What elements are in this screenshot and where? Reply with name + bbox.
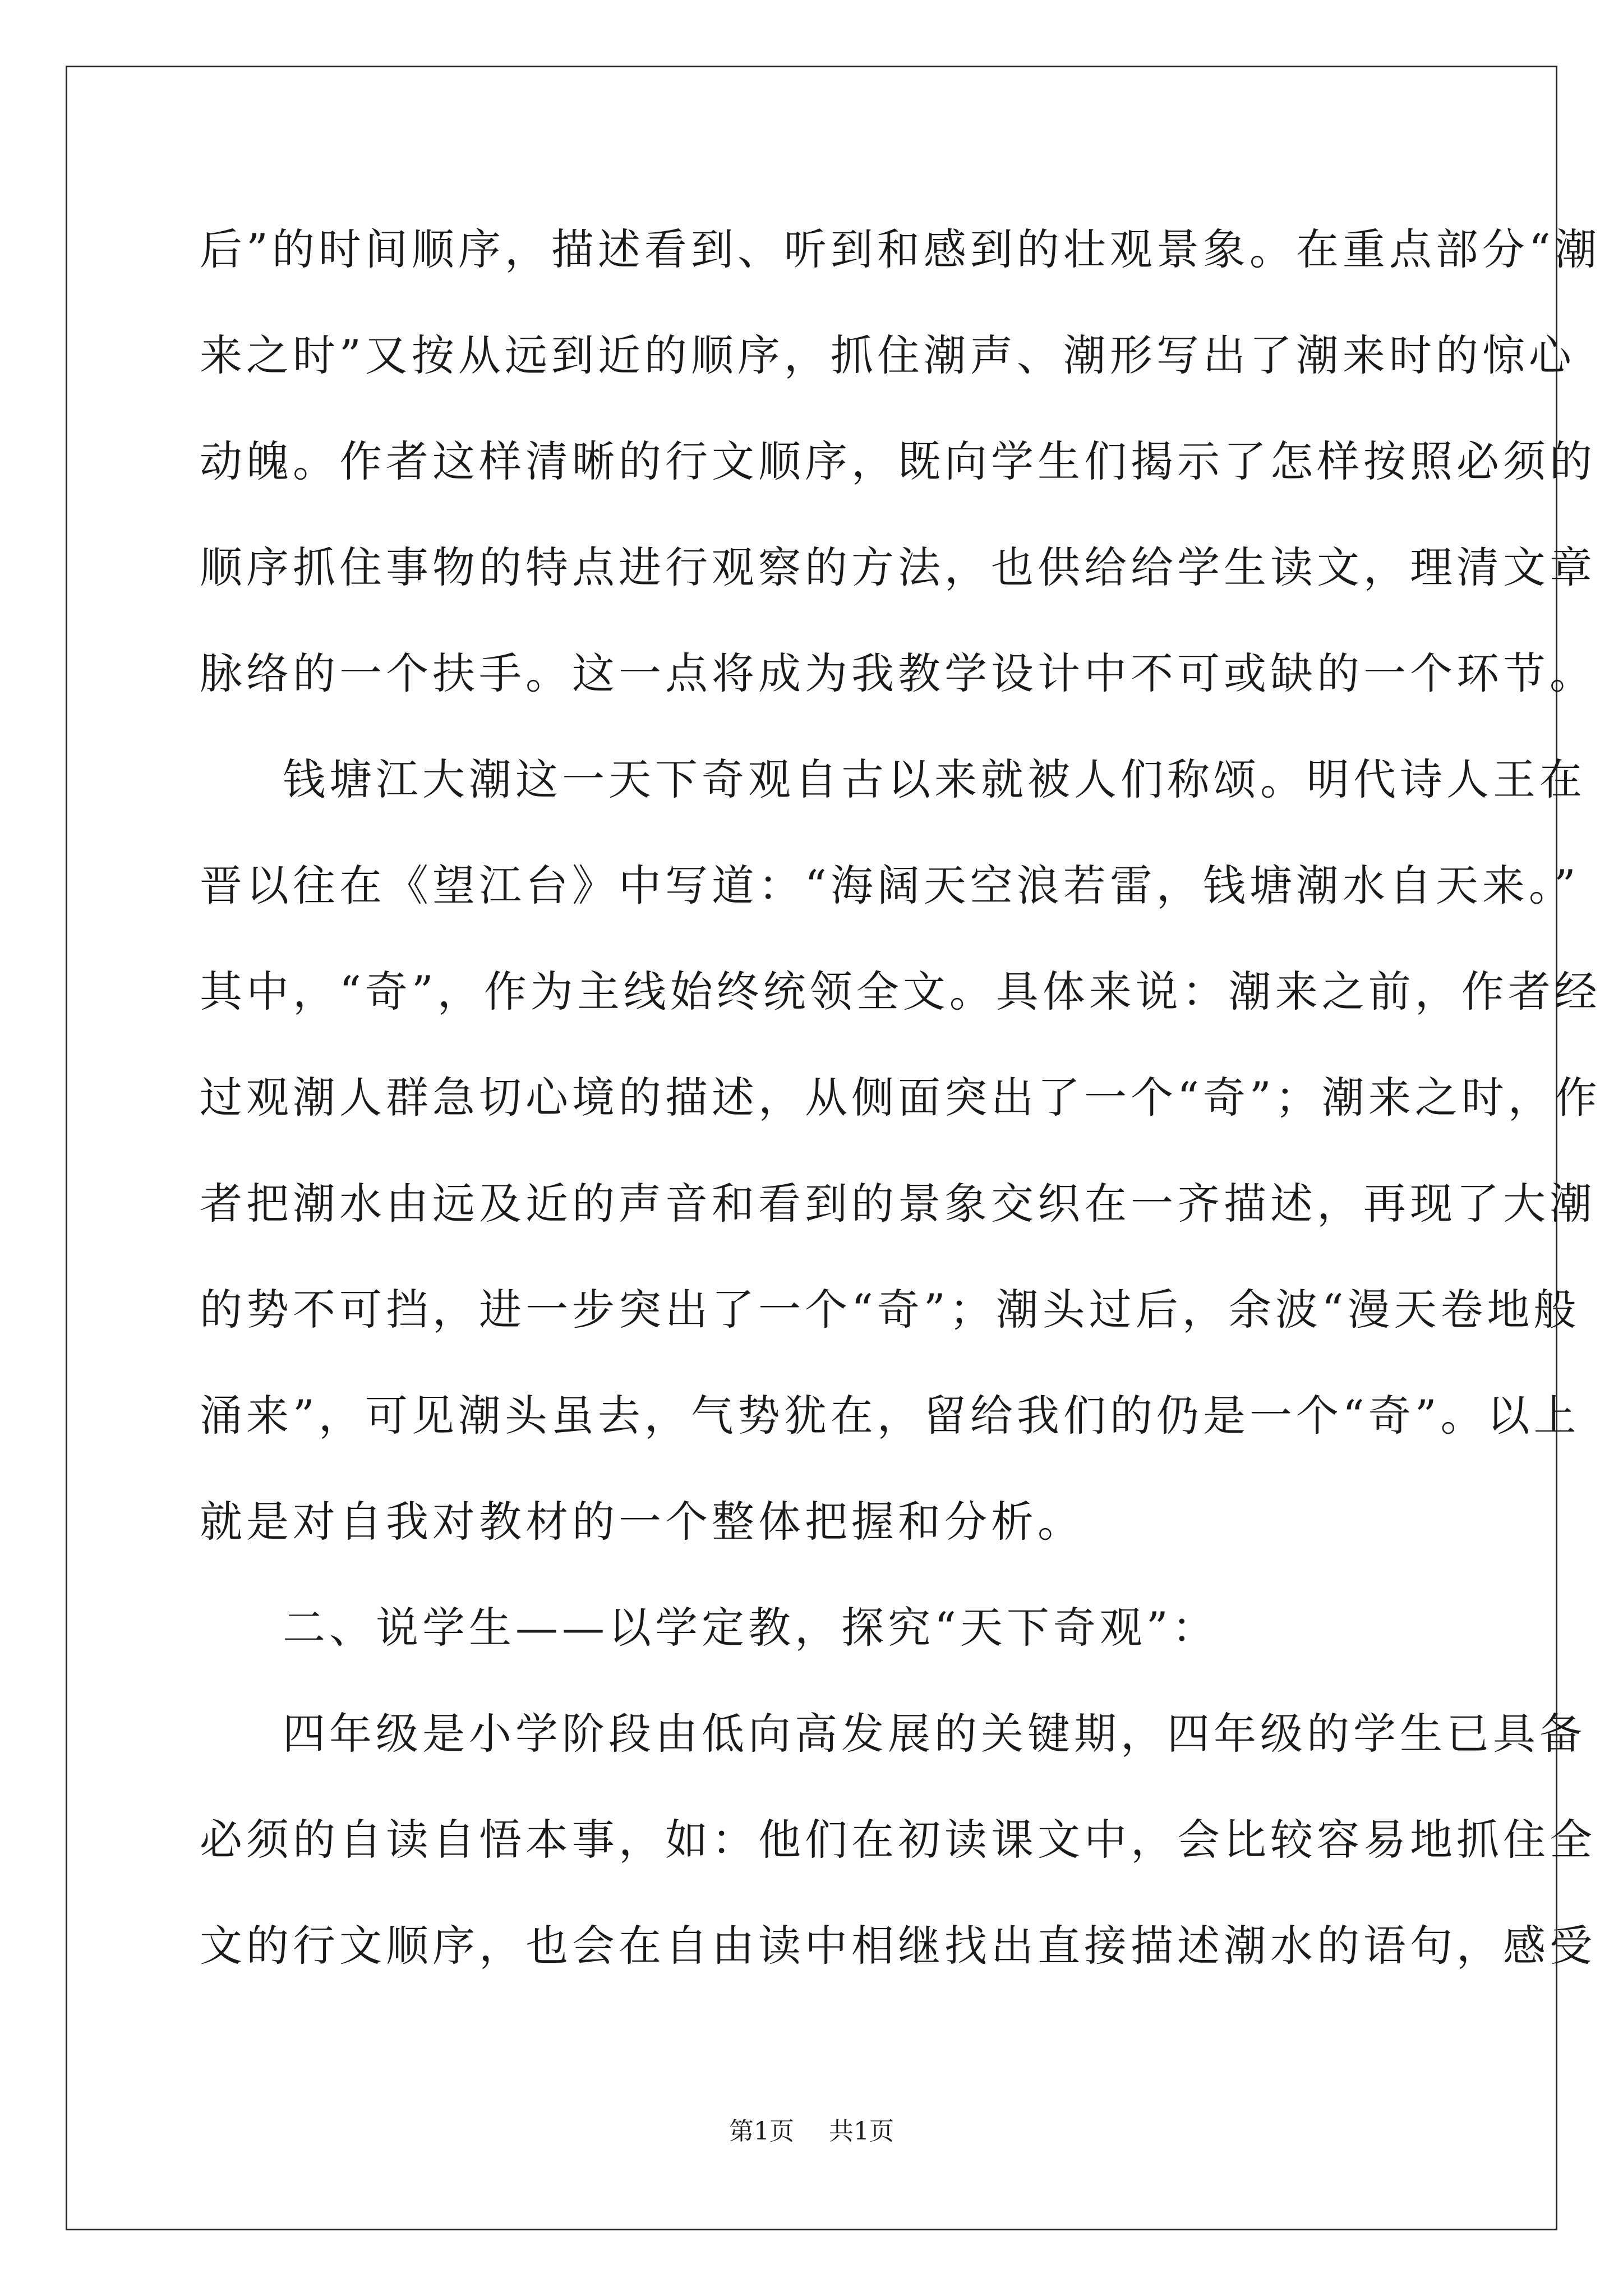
paragraph-start-line: 钱塘江大潮这一天下奇观自古以来就被人们称颂。明代诗人王在 <box>283 754 1586 804</box>
page-number: 第1页 <box>729 2117 794 2146</box>
paragraph-start-line: 四年级是小学阶段由低向高发展的关键期，四年级的学生已具备 <box>283 1709 1586 1759</box>
text-line: 其中，“奇”，作为主线始终统领全文。具体来说：潮来之前，作者经 <box>200 967 1601 1016</box>
page-border <box>66 66 1557 2230</box>
text-line: 文的行文顺序，也会在自由读中相继找出直接描述潮水的语句，感受 <box>200 1921 1596 1971</box>
page-footer <box>0 2115 1623 2148</box>
page-total: 共1页 <box>829 2117 894 2146</box>
text-line: 就是对自我对教材的一个整体把握和分析。 <box>200 1497 1084 1547</box>
text-line: 的势不可挡，进一步突出了一个“奇”；潮头过后，余波“漫天卷地般 <box>200 1285 1580 1335</box>
text-line: 脉络的一个扶手。这一点将成为我教学设计中不可或缺的一个环节。 <box>200 648 1596 698</box>
text-line: 晋以往在《望江台》中写道：“海阔天空浪若雷，钱塘潮水自天来。” <box>200 861 1580 910</box>
section-heading: 二、说学生——以学定教，探究“天下奇观”： <box>283 1603 1219 1653</box>
text-line: 动魄。作者这样清晰的行文顺序，既向学生们揭示了怎样按照必须的 <box>200 436 1596 486</box>
text-line: 涌来”，可见潮头虽去，气势犹在，留给我们的仍是一个“奇”。以上 <box>200 1391 1580 1441</box>
text-line: 过观潮人群急切心境的描述，从侧面突出了一个“奇”；潮来之时，作 <box>200 1073 1601 1122</box>
text-line: 顺序抓住事物的特点进行观察的方法，也供给给学生读文，理清文章 <box>200 542 1596 592</box>
text-line: 必须的自读自悟本事，如：他们在初读课文中，会比较容易地抓住全 <box>200 1815 1596 1865</box>
text-line: 者把潮水由远及近的声音和看到的景象交织在一齐描述，再现了大潮 <box>200 1179 1596 1228</box>
text-line: 后”的时间顺序，描述看到、听到和感到的壮观景象。在重点部分“潮 <box>200 224 1601 274</box>
text-line: 来之时”又按从远到近的顺序，抓住潮声、潮形写出了潮来时的惊心 <box>200 330 1575 380</box>
